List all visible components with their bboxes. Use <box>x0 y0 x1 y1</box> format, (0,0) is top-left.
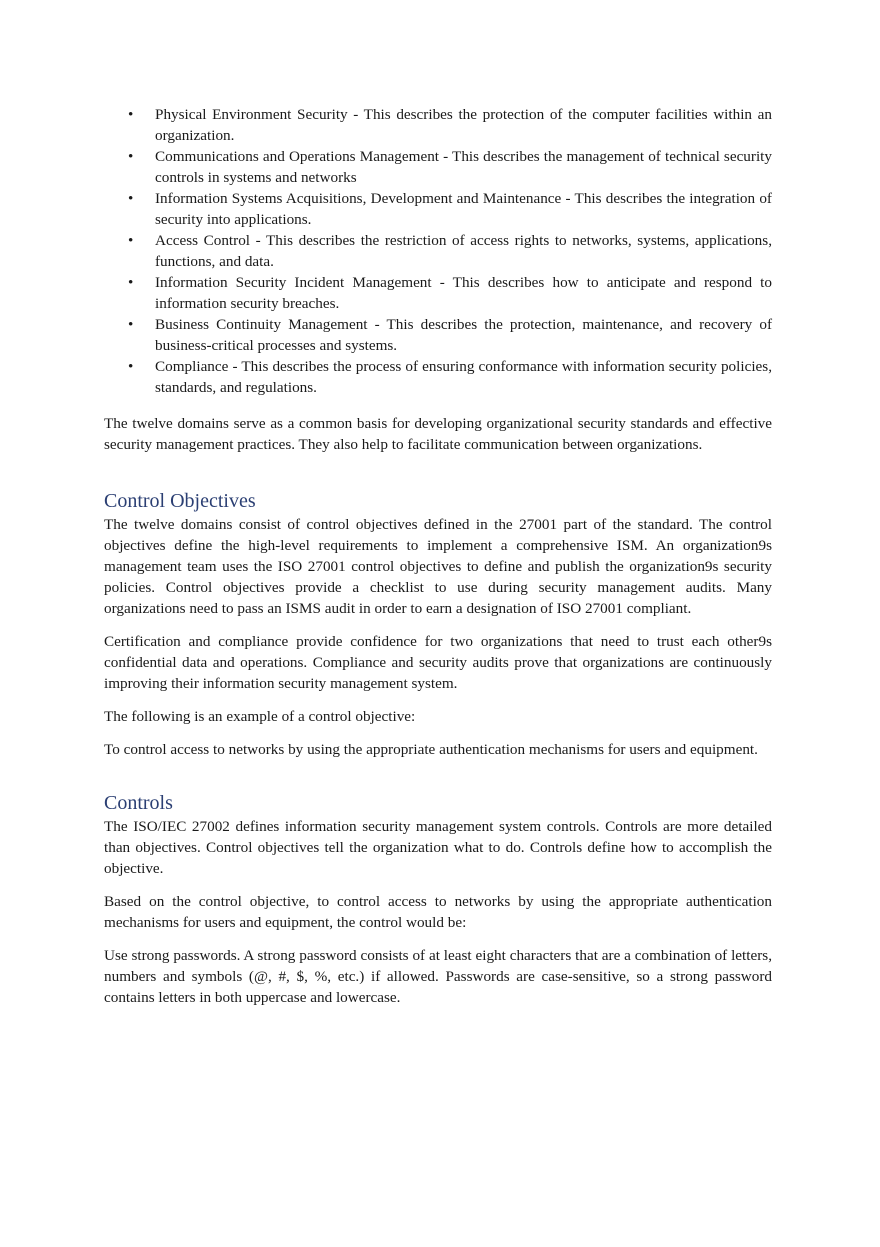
list-item-text: Business Continuity Management - This describes the protection, maintenance, and recovery of business-critical processes and systems. <box>155 316 772 354</box>
paragraph: Based on the control objective, to control access to networks by using the appropriate authentication mechanisms for users and equipment, the control would be: <box>104 893 772 931</box>
list-item-text: Information Systems Acquisitions, Development and Maintenance - This describes the integration of security into applications. <box>155 190 772 228</box>
intro-block <box>104 413 772 467</box>
list-item <box>128 188 772 230</box>
bullet-marker: • <box>128 148 134 165</box>
paragraph: The ISO/IEC 27002 defines information security management system controls. Controls are more detailed than objectives. Control objectives tell the organization what to do. Controls define how to accomplish the objective. <box>104 818 772 877</box>
paragraph: To control access to networks by using the appropriate authentication mechanisms for users and equipment. <box>104 741 758 758</box>
paragraph: Use strong passwords. A strong password consists of at least eight characters that are a combination of letters, numbers and symbols (@, #, $, %, etc.) if allowed. Passwords are case-sensitive, so a strong password contains letters in both uppercase and lowercase. <box>104 947 772 1006</box>
bullet-marker: • <box>128 190 134 207</box>
bullet-marker: • <box>128 316 134 333</box>
paragraph: The twelve domains consist of control objectives defined in the 27001 part of the standard. The control objectives define the high-level requirements to implement a comprehensive ISM. An organization9s management team uses the ISO 27001 control objectives to define and publish the organization9s security policies. Control objectives provide a checklist to use during security management audits. Many organizations need to pass an ISMS audit in order to earn a designation of ISO 27001 compliant. <box>104 516 772 617</box>
control-objectives-section <box>104 489 772 772</box>
section-heading-controls: Controls <box>104 792 173 814</box>
list-item-text: Access Control - This describes the restriction of access rights to networks, systems, applications, functions, and data. <box>155 232 772 270</box>
bullet-marker: • <box>128 232 134 249</box>
security-domains-list <box>128 104 772 398</box>
list-item <box>128 146 772 188</box>
bullet-marker: • <box>128 106 134 123</box>
list-item <box>128 230 772 272</box>
paragraph: The following is an example of a control objective: <box>104 708 416 725</box>
list-item-text: Compliance - This describes the process of ensuring conformance with information security policies, standards, and regulations. <box>155 358 772 396</box>
list-item-text: Information Security Incident Management - This describes how to anticipate and respond to information security breaches. <box>155 274 772 312</box>
list-item <box>128 104 772 146</box>
list-item <box>128 314 772 356</box>
controls-section <box>104 791 772 1020</box>
list-item-text: Physical Environment Security - This describes the protection of the computer facilities within an organization. <box>155 106 772 144</box>
bullet-marker: • <box>128 274 134 291</box>
paragraph: Certification and compliance provide confidence for two organizations that need to trust each other9s confidential data and operations. Compliance and security audits prove that organizations are continuously improving their information security management system. <box>104 633 772 692</box>
section-heading-control-objectives: Control Objectives <box>104 490 256 512</box>
list-item <box>128 356 772 398</box>
intro-paragraph: The twelve domains serve as a common basis for developing organizational security standards and effective security management practices. They also help to facilitate communication between organizations. <box>104 415 772 453</box>
bullet-marker: • <box>128 358 134 375</box>
list-item-text: Communications and Operations Management - This describes the management of technical security controls in systems and networks <box>155 148 772 186</box>
list-item <box>128 272 772 314</box>
